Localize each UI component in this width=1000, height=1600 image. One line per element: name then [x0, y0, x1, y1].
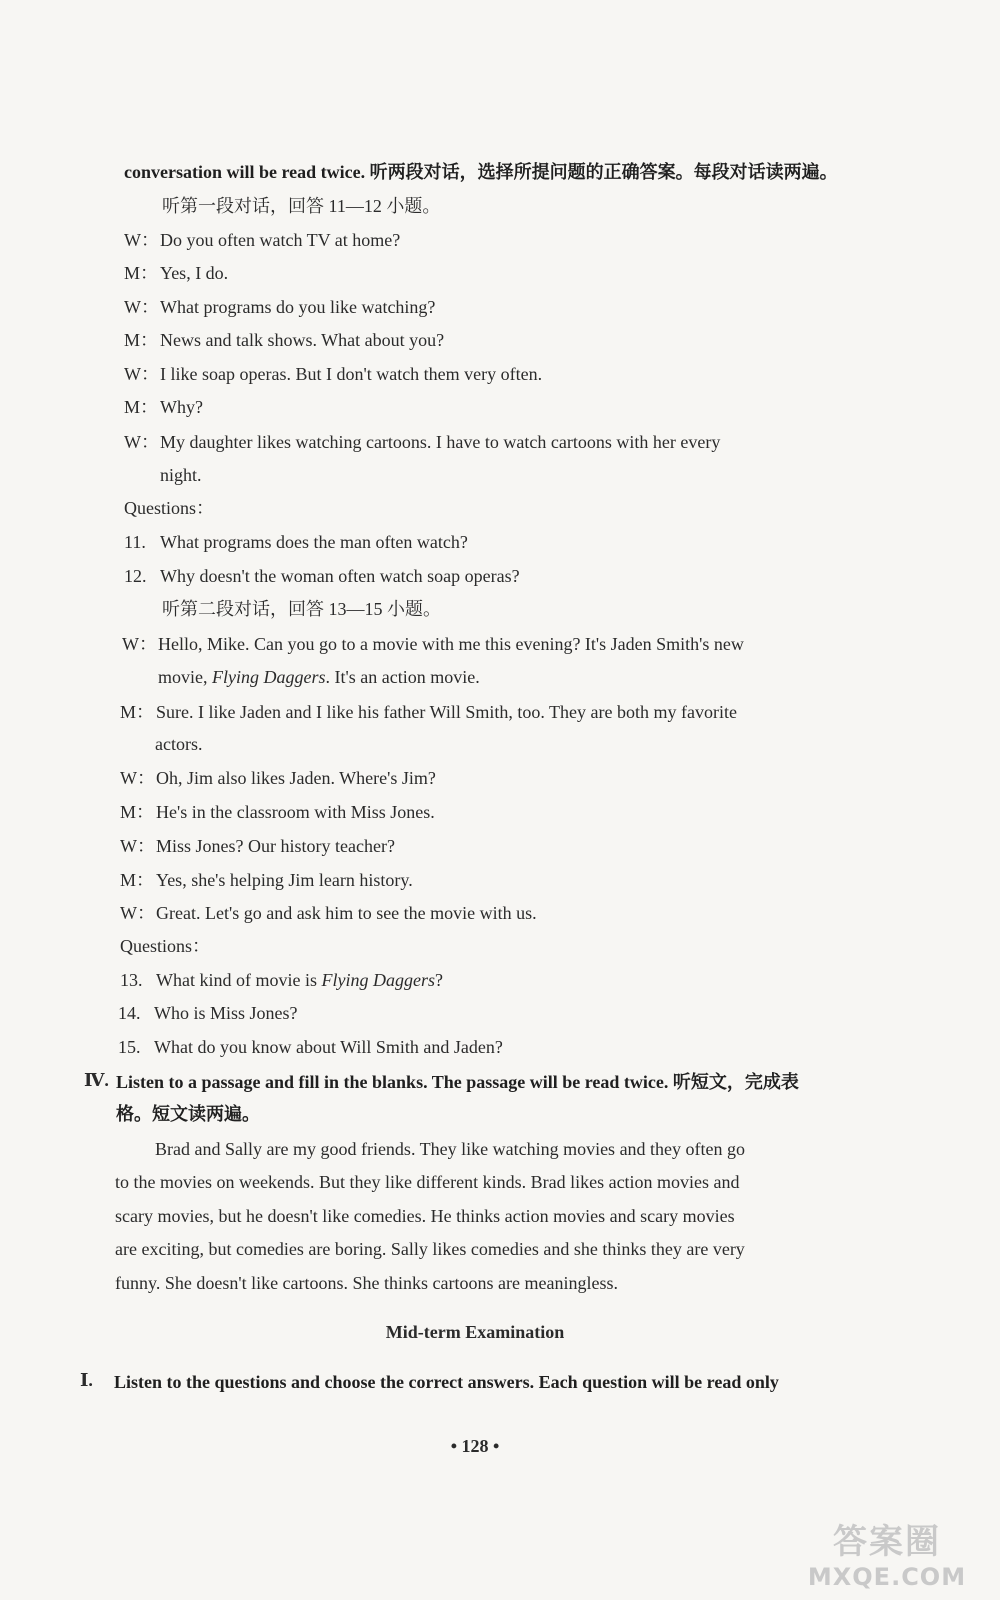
dialog2-line-continuation: actors. — [155, 734, 203, 754]
watermark-url: MXQE.COM — [807, 1563, 967, 1591]
dialog-text: Do you often watch TV at home? — [160, 230, 401, 250]
dialog1-line — [124, 362, 542, 386]
dialog-text: My daughter likes watching cartoons. I have to watch cartoons with her every — [160, 432, 721, 452]
question-item — [120, 968, 443, 992]
speaker-label: W： — [124, 432, 159, 452]
dialog-text: Sure. I like Jaden and I like his father Will Smith, too. They are both my favorite — [156, 702, 737, 722]
dialog-text: Great. Let's go and ask him to see the movie with us. — [156, 903, 537, 923]
dialog2-line — [120, 766, 436, 790]
dialog2-heading: 听第二段对话，回答 13—15 小题。 — [162, 599, 441, 619]
dialog-text: Why? — [160, 397, 203, 417]
question-item — [118, 1001, 298, 1025]
speaker-label: M： — [124, 263, 159, 283]
question-number: 15. — [118, 1037, 141, 1057]
dialog2-line-continuation — [158, 665, 480, 689]
dialog-text: What programs do you like watching? — [160, 297, 436, 317]
question-text: What programs does the man often watch? — [160, 532, 468, 552]
speaker-label: W： — [124, 230, 159, 250]
section-i-number: Ⅰ. — [80, 1370, 93, 1390]
page-number: • 128 • — [450, 1436, 500, 1456]
dialog-text: Miss Jones? Our history teacher? — [156, 836, 395, 856]
dialog1-heading: 听第一段对话，回答 11—12 小题。 — [162, 196, 441, 216]
watermark-logo-text: 答案圈 — [833, 1522, 941, 1562]
questions-label: Questions： — [124, 498, 214, 518]
passage-line: Brad and Sally are my good friends. They like watching movies and they often go — [155, 1139, 746, 1159]
question-number: 11. — [124, 532, 146, 552]
section-iv-instruction-cont: 格。短文读两遍。 — [116, 1104, 260, 1124]
speaker-label: W： — [120, 903, 155, 923]
speaker-label: W： — [124, 297, 159, 317]
dialog2-line — [120, 700, 737, 724]
movie-title: Flying Daggers — [321, 970, 435, 990]
speaker-label: W： — [120, 836, 155, 856]
speaker-label: M： — [124, 397, 159, 417]
dialog2-line — [120, 800, 435, 824]
dialog2-line — [122, 632, 744, 656]
movie-title: Flying Daggers — [212, 667, 326, 687]
dialog-text: I like soap operas. But I don't watch them very often. — [160, 364, 543, 384]
speaker-label: W： — [124, 364, 159, 384]
speaker-label: M： — [120, 802, 155, 822]
dialog-text: News and talk shows. What about you? — [160, 330, 445, 350]
question-text: What do you know about Will Smith and Jaden? — [154, 1037, 503, 1057]
question-item — [124, 530, 468, 554]
question-item — [118, 1035, 503, 1059]
site-watermark — [802, 1514, 972, 1594]
question-text: Why doesn't the woman often watch soap operas? — [160, 566, 520, 586]
dialog1-line — [124, 261, 228, 285]
section-iv-instruction: Listen to a passage and fill in the blanks. The passage will be read twice. 听短文，完成表 — [116, 1072, 799, 1092]
speaker-label: W： — [122, 634, 157, 654]
questions-label: Questions： — [120, 936, 210, 956]
question-item — [124, 564, 520, 588]
dialog1-line — [124, 295, 435, 319]
dialog2-line — [120, 868, 413, 892]
question-number: 13. — [120, 970, 143, 990]
speaker-label: M： — [120, 870, 155, 890]
dialog2-line — [120, 901, 537, 925]
dialog-text: movie, — [158, 667, 212, 687]
dialog1-line — [124, 395, 203, 419]
dialog2-line — [120, 834, 395, 858]
dialog-text: Oh, Jim also likes Jaden. Where's Jim? — [156, 768, 436, 788]
dialog-text: . It's an action movie. — [325, 667, 480, 687]
dialog-text: Yes, I do. — [160, 263, 229, 283]
speaker-label: M： — [124, 330, 159, 350]
speaker-label: W： — [120, 768, 155, 788]
section-iv-number: Ⅳ. — [84, 1070, 109, 1090]
question-text: What kind of movie is — [156, 970, 322, 990]
dialog-text: He's in the classroom with Miss Jones. — [156, 802, 435, 822]
question-number: 14. — [118, 1003, 141, 1023]
question-text: ? — [434, 970, 443, 990]
passage-line: are exciting, but comedies are boring. Sally likes comedies and she thinks they are very — [115, 1239, 745, 1259]
dialog1-line — [124, 328, 444, 352]
dialog1-line — [124, 430, 720, 454]
section-i-instruction: Listen to the questions and choose the correct answers. Each question will be read only — [114, 1372, 779, 1392]
passage-line: scary movies, but he doesn't like comedies. He thinks action movies and scary movies — [115, 1206, 735, 1226]
midterm-title: Mid-term Examination — [385, 1322, 565, 1342]
dialog1-line-continuation: night. — [160, 465, 202, 485]
dialog-text: Yes, she's helping Jim learn history. — [156, 870, 413, 890]
question-text: Who is Miss Jones? — [154, 1003, 298, 1023]
passage-line: funny. She doesn't like cartoons. She thinks cartoons are meaningless. — [115, 1273, 618, 1293]
question-number: 12. — [124, 566, 147, 586]
passage-line: to the movies on weekends. But they like different kinds. Brad likes action movies and — [115, 1172, 740, 1192]
dialog-text: Hello, Mike. Can you go to a movie with me this evening? It's Jaden Smith's new — [158, 634, 744, 654]
speaker-label: M： — [120, 702, 155, 722]
dialog1-line — [124, 228, 400, 252]
intro-instruction: conversation will be read twice. 听两段对话，选择所提问题的正确答案。每段对话读两遍。 — [124, 162, 838, 182]
